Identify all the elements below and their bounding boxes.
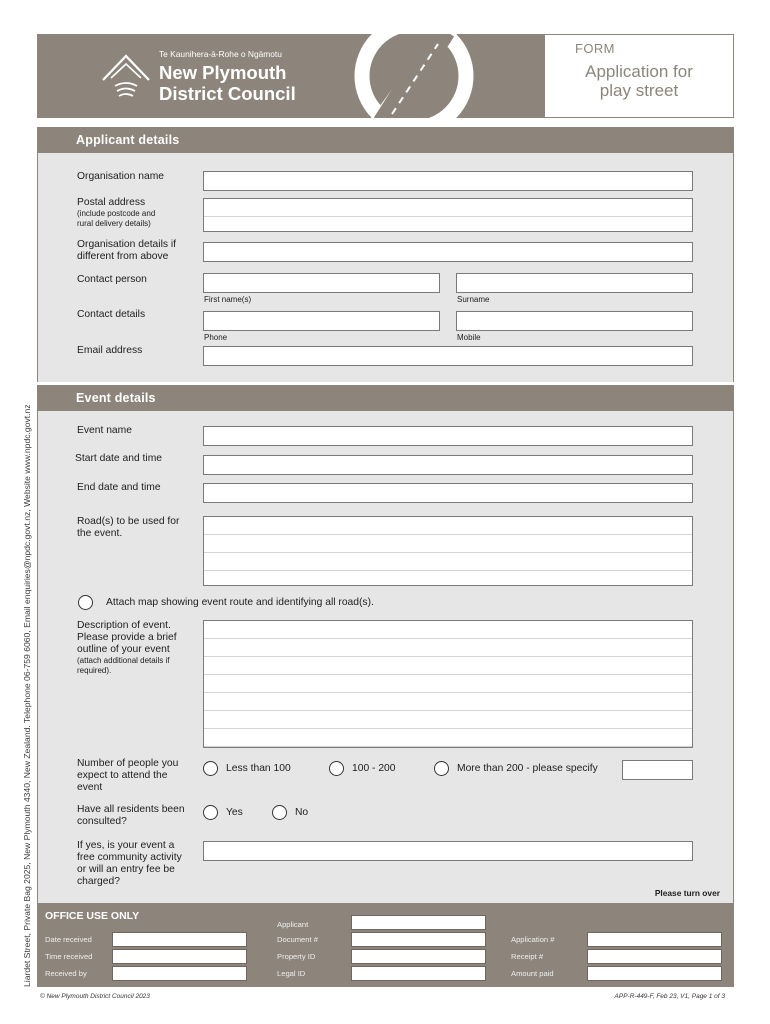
- description-hint-1: (attach additional details if: [77, 656, 170, 665]
- residents-no-label: No: [295, 807, 309, 818]
- attendance-label-1: Number of people you: [77, 758, 179, 769]
- org-name-label: Organisation name: [77, 171, 165, 182]
- property-id-label: Property ID: [277, 952, 316, 961]
- legal-id-label: Legal ID: [277, 969, 306, 978]
- receipt-number-label: Receipt #: [511, 952, 544, 961]
- surname-caption: Surname: [457, 295, 490, 304]
- email-label: Email address: [77, 345, 143, 356]
- form-type-label: FORM: [575, 41, 615, 56]
- application-number-label: Application #: [511, 935, 555, 944]
- entry-fee-label-3: or will an entry fee be: [77, 864, 175, 875]
- description-hint-2: required).: [77, 665, 112, 675]
- document-input[interactable]: [351, 932, 486, 947]
- mobile-caption: Mobile: [457, 333, 481, 342]
- phone-input[interactable]: [203, 311, 440, 331]
- council-name-line2: District Council: [159, 83, 296, 104]
- entry-fee-label: [77, 840, 182, 888]
- council-banner: [37, 34, 545, 118]
- event-section-title: Event details: [37, 385, 734, 411]
- start-input[interactable]: [203, 455, 693, 475]
- residents-yes-label: Yes: [226, 807, 243, 818]
- roads-label-2: the event.: [77, 528, 123, 539]
- contact-person-label: Contact person: [77, 274, 147, 285]
- play-street-icon: [344, 34, 484, 118]
- org-details-label: [77, 239, 176, 263]
- end-label: End date and time: [77, 482, 161, 493]
- org-details-label-2: different from above: [77, 251, 169, 262]
- event-name-input[interactable]: [203, 426, 693, 446]
- contact-strip-text: Liardet Street, Private Bag 2025, New Plymouth 4340, New Zealand. Telephone 06-759 6060, Email enquiries@npdc.govt.nz, Website www.npdc.govt.nz: [22, 404, 32, 987]
- description-input[interactable]: [203, 620, 693, 748]
- form-title-block: [545, 34, 734, 118]
- residents-label: [77, 804, 185, 828]
- postal-address-hint-2: rural delivery details): [77, 218, 151, 228]
- date-received-input[interactable]: [112, 932, 247, 947]
- attach-map-label: Attach map showing event route and identifying all road(s).: [106, 597, 374, 608]
- footer-copyright: © New Plymouth District Council 2023: [40, 993, 150, 1000]
- org-details-label-1: Organisation details if: [77, 239, 177, 250]
- attendance-specify-input[interactable]: [622, 760, 693, 780]
- form-title-line1: Application for: [585, 62, 693, 81]
- property-id-input[interactable]: [351, 949, 486, 964]
- attendance-100-200-radio[interactable]: [329, 761, 344, 776]
- org-name-input[interactable]: [203, 171, 693, 191]
- roads-label: [77, 516, 179, 540]
- receipt-number-input[interactable]: [587, 949, 722, 964]
- council-name-line1: New Plymouth: [159, 62, 287, 83]
- postal-address-hint-1: (include postcode and: [77, 209, 156, 218]
- description-label-1: Description of event.: [77, 620, 171, 631]
- first-names-caption: First name(s): [204, 295, 252, 304]
- time-received-label: Time received: [45, 952, 93, 961]
- time-received-input[interactable]: [112, 949, 247, 964]
- form-title: [545, 62, 733, 100]
- end-input[interactable]: [203, 483, 693, 503]
- entry-fee-label-1: If yes, is your event a: [77, 840, 175, 851]
- amount-paid-input[interactable]: [587, 966, 722, 981]
- council-name: [159, 62, 296, 104]
- contact-details-label: Contact details: [77, 309, 146, 320]
- footer-reference: APP-R-449-F, Feb 23, V1, Page 1 of 3: [614, 993, 725, 1000]
- roads-label-1: Road(s) to be used for: [77, 516, 180, 527]
- attendance-label: [77, 758, 178, 794]
- surname-input[interactable]: [456, 273, 693, 293]
- residents-yes-radio[interactable]: [203, 805, 218, 820]
- attendance-less-100-radio[interactable]: [203, 761, 218, 776]
- applicant-section-title: Applicant details: [37, 127, 734, 153]
- applicant-label: Applicant: [277, 920, 309, 929]
- date-received-label: Date received: [45, 935, 92, 944]
- entry-fee-label-4: charged?: [77, 876, 120, 887]
- residents-label-1: Have all residents been: [77, 804, 185, 815]
- office-use-panel: [37, 903, 734, 987]
- document-label: Document #: [277, 935, 318, 944]
- postal-address-input[interactable]: [203, 198, 693, 232]
- applicant-input[interactable]: [351, 915, 486, 930]
- council-logo-icon: [101, 52, 151, 100]
- contact-strip: [22, 404, 32, 987]
- legal-id-input[interactable]: [351, 966, 486, 981]
- application-number-input[interactable]: [587, 932, 722, 947]
- start-label: Start date and time: [75, 453, 163, 464]
- received-by-input[interactable]: [112, 966, 247, 981]
- attendance-more-200-radio[interactable]: [434, 761, 449, 776]
- event-name-label: Event name: [77, 425, 132, 436]
- description-label-2: Please provide a brief: [77, 632, 177, 643]
- residents-no-radio[interactable]: [272, 805, 287, 820]
- please-turn-over: Please turn over: [654, 888, 720, 898]
- attendance-label-2: expect to attend the: [77, 770, 168, 781]
- form-header: [37, 34, 734, 118]
- phone-caption: Phone: [204, 333, 228, 342]
- attendance-100-200-label: 100 - 200: [352, 763, 396, 774]
- form-title-line2: play street: [599, 81, 679, 100]
- roads-input[interactable]: [203, 516, 693, 586]
- description-label-3: outline of your event: [77, 644, 170, 655]
- office-use-title: OFFICE USE ONLY: [45, 910, 140, 922]
- postal-address-label: [77, 197, 155, 228]
- entry-fee-input[interactable]: [203, 841, 693, 861]
- first-names-input[interactable]: [203, 273, 440, 293]
- email-input[interactable]: [203, 346, 693, 366]
- entry-fee-label-2: free community activity: [77, 852, 182, 863]
- org-details-input[interactable]: [203, 242, 693, 262]
- postal-address-label-text: Postal address: [77, 197, 146, 208]
- attendance-less-100-label: Less than 100: [226, 763, 291, 774]
- attendance-label-3: event: [77, 782, 103, 793]
- received-by-label: Received by: [45, 969, 87, 978]
- amount-paid-label: Amount paid: [511, 969, 554, 978]
- attendance-more-200-label: More than 200 - please specify: [457, 763, 598, 774]
- attach-map-radio[interactable]: [78, 595, 93, 610]
- council-tagline: Te Kaunihera-ā-Rohe o Ngāmotu: [159, 49, 282, 59]
- description-label: [77, 620, 177, 675]
- residents-label-2: consulted?: [77, 816, 127, 827]
- mobile-input[interactable]: [456, 311, 693, 331]
